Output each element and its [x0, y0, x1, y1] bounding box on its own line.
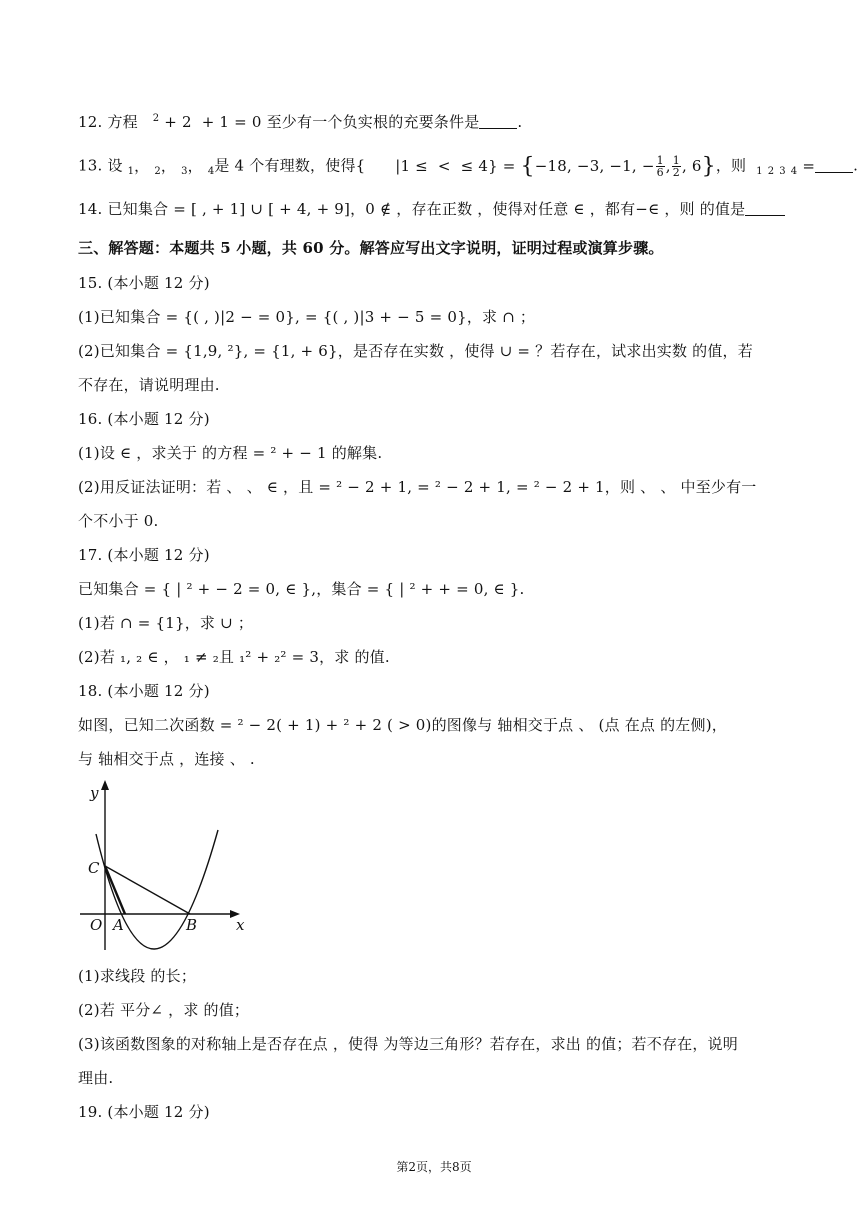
origin-label: O: [90, 916, 103, 934]
segment-ca: [105, 866, 125, 914]
q17-heading: 17. (本小题 12 分): [78, 546, 210, 564]
point-c-label: C: [88, 859, 100, 877]
x-label: x: [236, 916, 245, 934]
q13-text-b: 是 4 个有理数，使得{: [214, 156, 366, 175]
q13-number: 13.: [78, 156, 103, 175]
q13-subscripts: $_1$， $_2$， $_3$， $_4$: [127, 156, 215, 177]
q15-part2-cont: 不存在，请说明理由.: [78, 376, 220, 394]
answer-blank: [815, 158, 853, 173]
parabola-figure: [78, 778, 258, 962]
fraction: $\frac{1}{2}$: [672, 154, 680, 179]
q17-statement: 已知集合 = { | ² + − 2 = 0, ∈ },，集合 = { | ² + + = 0, ∈ }.: [78, 580, 525, 598]
q18-part1: (1)求线段 的长；: [78, 967, 197, 985]
page-footer: 第2页，共8页: [396, 1160, 472, 1174]
q18-part3: (3)该函数图象的对称轴上是否存在点 ，使得 为等边三角形？若存在，求出 的值；若不存在，说明: [78, 1035, 738, 1053]
q12-end: .: [517, 113, 523, 131]
q16-part2: (2)用反证法证明：若 、 、 ∈ ，且 = ² − 2 + 1, = ² − 2 + 1, = ² − 2 + 1，则 、 、 中至少有一: [78, 478, 757, 496]
q17-part2: (2)若 ₁, ₂ ∈ ， ₁ ≠ ₂且 ₁² + ₂² = 3，求 的值.: [78, 648, 390, 666]
q18-statement-cont: 与 轴相交于点 ，连接 、 .: [78, 750, 255, 768]
section-heading: 三、解答题：本题共 5 小题，共 60 分。解答应写出文字说明，证明过程或演算步骤。: [78, 239, 664, 257]
q16-part1: (1)设 ∈ ，求关于 的方程 = ² + − 1 的解集.: [78, 444, 383, 462]
q17-part1: (1)若 ∩ = {1}，求 ∪ ；: [78, 614, 254, 632]
q14-number: 14.: [78, 200, 103, 218]
q13-end: .: [853, 156, 859, 175]
fraction: $\frac{1}{6}$: [656, 154, 664, 179]
q15-heading: 15. (本小题 12 分): [78, 274, 210, 292]
q18-statement: 如图，已知二次函数 = ² − 2( + 1) + ² + 2 ( > 0)的图像与 轴相交于点 、 (点 在点 的左侧)，: [78, 716, 727, 734]
q18-part3-cont: 理由.: [78, 1069, 114, 1087]
q15-part1: (1)已知集合 = {( , )|2 − = 0}, = {( , )|3 + − 5 = 0}，求 ∩ ；: [78, 308, 536, 326]
q13-set: |1 ≤ < ≤ 4} = {−18, −3, −1, − $\frac{1}{6}$ , $\frac{1}{2}$ , 6}: [370, 153, 716, 179]
q12-text-b: 至少有一个负实根的充要条件是: [266, 113, 480, 131]
q14-text: 已知集合 = [ , + 1] ∪ [ + 4, + 9]，0 ∉ ，存在正数 ，使得对任意 ∈ ，都有−∈ ，则 的值是: [107, 200, 746, 218]
q12-equation: $^2$ + 2 + 1 = 0: [152, 113, 262, 131]
q12-number: 12.: [78, 113, 103, 131]
answer-blank: [745, 201, 785, 216]
q13-text-c: ，则: [715, 156, 747, 175]
question-14: [78, 199, 790, 219]
question-13: [78, 153, 859, 179]
point-b-label: B: [186, 916, 198, 934]
question-12: [78, 112, 790, 132]
q12-text: 方程: [107, 113, 138, 131]
q13-text: 设: [107, 156, 123, 175]
y-label: y: [90, 784, 99, 802]
q13-product: $_1$ $_2$ $_3$ $_4$ =: [756, 156, 816, 177]
q16-part2-cont: 个不小于 0.: [78, 512, 159, 530]
y-axis-arrow: [101, 780, 109, 790]
q18-heading: 18. (本小题 12 分): [78, 682, 210, 700]
q19-heading: 19. (本小题 12 分): [78, 1103, 210, 1121]
point-a-label: A: [113, 916, 124, 934]
answer-blank: [479, 114, 517, 129]
q18-part2: (2)若 平分∠ ，求 的值；: [78, 1001, 250, 1019]
q15-part2: (2)已知集合 = {1,9, ²}, = {1, + 6}，是否存在实数 ，使得 ∪ = ？若存在，试求出实数 的值，若: [78, 342, 753, 360]
q16-heading: 16. (本小题 12 分): [78, 410, 210, 428]
